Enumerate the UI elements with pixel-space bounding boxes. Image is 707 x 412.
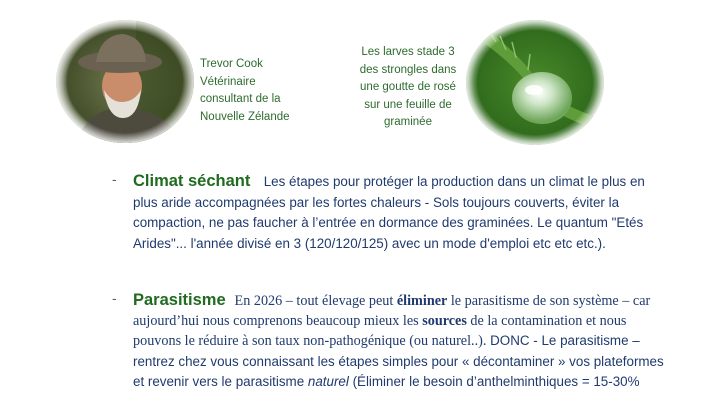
bullet: -	[112, 171, 117, 187]
section-climat-sechant	[108, 171, 668, 254]
section-heading: Climat séchant	[133, 172, 251, 190]
caption-line: des strongles dans	[359, 63, 457, 76]
bullet: -	[112, 290, 117, 306]
veterinarian-photo	[56, 20, 194, 143]
caption-line: Trevor Cook	[200, 58, 263, 70]
caption-line: sur une feuille de	[364, 98, 452, 111]
caption-line: Nouvelle Zélande	[200, 110, 290, 123]
section-body-part: de la contamination et nous pouvons le réduire à son taux non-pathogénique (ou naturel..).	[133, 313, 627, 350]
emphasis-naturel: naturel	[307, 373, 349, 389]
larvae-caption	[348, 44, 468, 132]
emphasis-sources: sources	[422, 313, 467, 330]
caption-line: Vétérinaire	[200, 75, 256, 88]
section-body-part: En 2026 – tout élevage peut	[234, 293, 397, 309]
section-paragraph	[133, 290, 668, 392]
section-heading: Parasitisme	[133, 291, 226, 309]
section-paragraph	[133, 171, 668, 254]
section-parasitisme	[108, 290, 668, 392]
veterinarian-caption	[200, 56, 310, 126]
caption-line: une goutte de rosé	[360, 81, 456, 93]
section-body-part: DONC - Le parasitisme – rentrez chez vous connaissant les étapes simples pour « décontaminer » vos plateformes et revenir vers le parasitisme	[133, 333, 664, 389]
caption-line: consultant de la	[200, 93, 281, 105]
caption-line: Les larves stade 3	[361, 46, 455, 58]
section-body-part: le parasitisme de son système – car aujourd’hui nous comprenons beaucoup mieux les	[133, 293, 651, 330]
caption-line: graminée	[384, 116, 432, 128]
dew-drop-photo	[466, 20, 604, 145]
emphasis-eliminer: éliminer	[396, 293, 448, 309]
section-body: Les étapes pour protéger la production dans un climat le plus en plus aride accompagnées par les fortes chaleurs - Sols toujours couverts, éviter la compaction, ne pas faucher à l’entrée en dormance des graminées. Le quantum "Etés Arides"... l'année divisé en 3 (120/120/125) avec un mode d'emploi etc etc etc.).	[133, 174, 645, 251]
section-body-part: (Éliminer le besoin d’anthelminthiques = 15-30%	[348, 373, 640, 389]
